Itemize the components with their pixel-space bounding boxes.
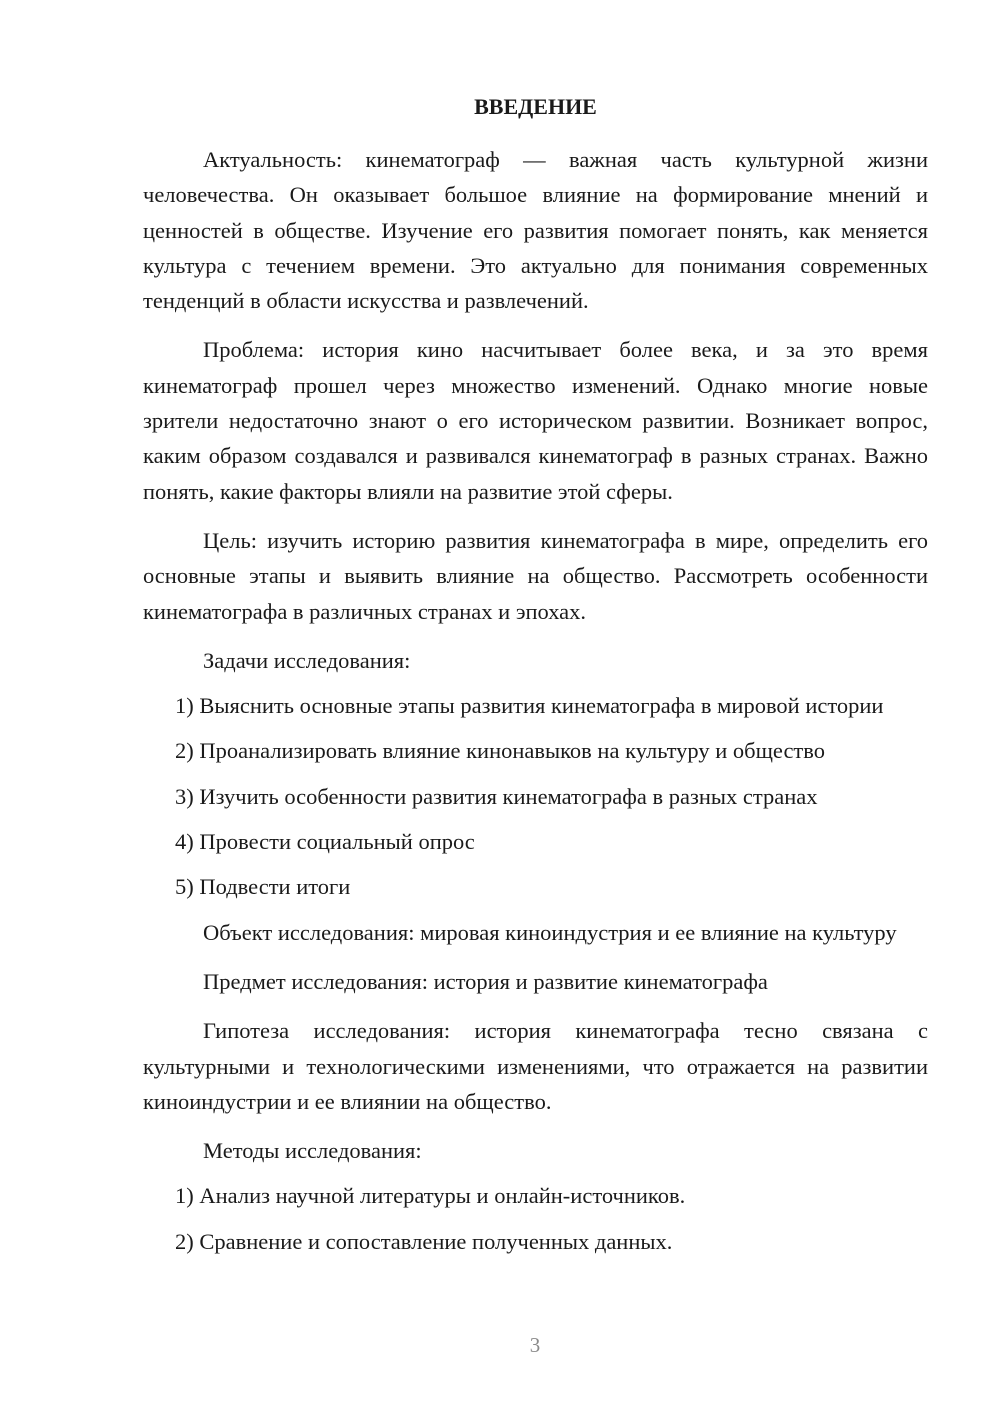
method-item-1: 1) Анализ научной литературы и онлайн-источников. (175, 1183, 686, 1209)
object-paragraph: Объект исследования: мировая киноиндустрия и ее влияние на культуру (203, 919, 897, 945)
task-item-2: 2) Проанализировать влияние кинонавыков на культуру и общество (175, 738, 825, 764)
subject-paragraph: Предмет исследования: история и развитие кинематографа (203, 968, 768, 994)
document-page (143, 92, 928, 1269)
problem-paragraph: Проблема: история кино насчитывает более века, и за это время кинематограф прошел через множество изменений. Однако многие новые зрители недостаточно знают о его историческом развитии. Возникает вопрос, каким образом создавался и развивался кинематограф в разных странах. Важно понять, какие факторы влияли на развитие этой сферы. (143, 337, 928, 504)
tasks-title: Задачи исследования: (203, 647, 411, 673)
methods-title: Методы исследования: (203, 1138, 422, 1164)
task-item-4: 4) Провести социальный опрос (175, 829, 475, 855)
section-heading: ВВЕДЕНИЕ (474, 94, 597, 119)
page-number: 3 (529, 1333, 541, 1357)
goal-paragraph: Цель: изучить историю развития кинематографа в мире, определить его основные этапы и выявить влияние на общество. Рассмотреть особенности кинематографа в различных странах и эпохах. (143, 527, 928, 624)
method-item-2: 2) Сравнение и сопоставление полученных данных. (175, 1228, 673, 1254)
task-item-1: 1) Выяснить основные этапы развития кинематографа в мировой истории (175, 693, 884, 719)
task-item-5: 5) Подвести итоги (175, 874, 351, 900)
task-item-3: 3) Изучить особенности развития кинематографа в разных странах (175, 783, 818, 809)
relevance-paragraph: Актуальность: кинематограф — важная часть культурной жизни человечества. Он оказывает большое влияние на формирование мнений и ценностей в обществе. Изучение его развития помогает понять, как меняется культура с течением времени. Это актуально для понимания современных тенденций в области искусства и развлечений. (143, 147, 928, 314)
hypothesis-paragraph: Гипотеза исследования: история кинематографа тесно связана с культурными и технологическими изменениями, что отражается на развитии киноиндустрии и ее влиянии на общество. (143, 1018, 928, 1114)
